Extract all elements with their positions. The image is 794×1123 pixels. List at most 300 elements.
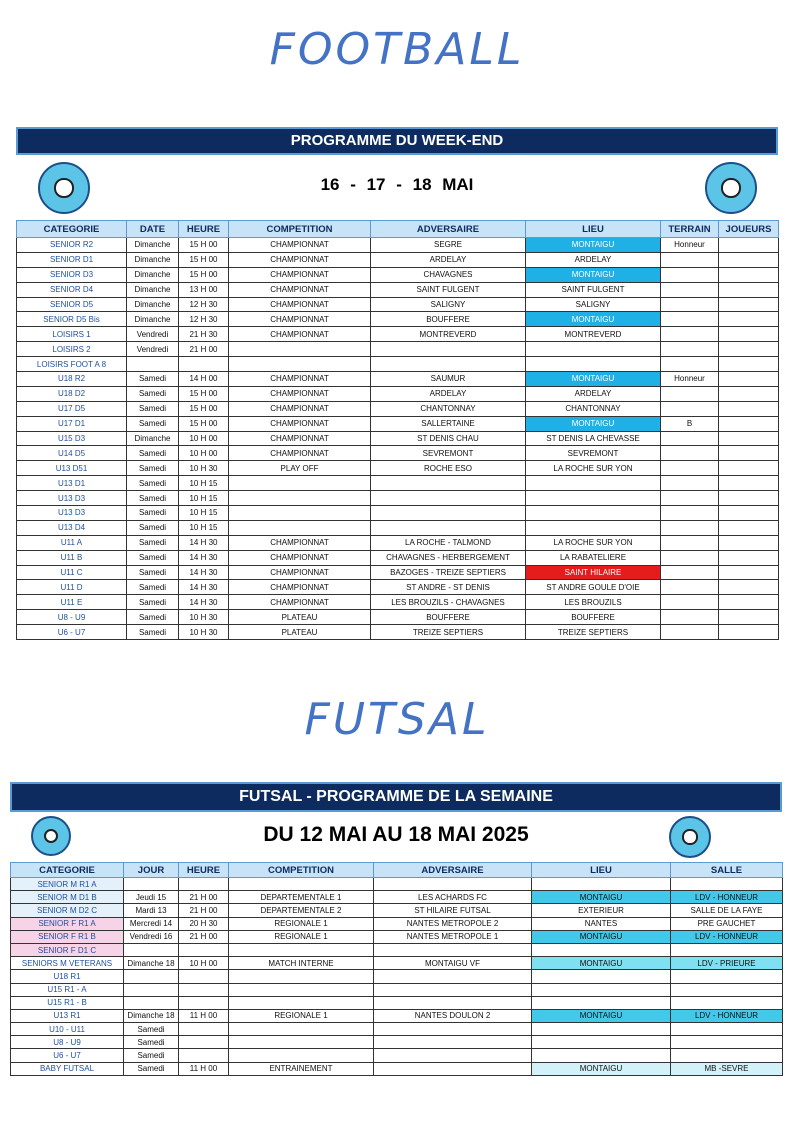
football-cell-adversaire: CHAVAGNES (371, 267, 526, 282)
football-cell-date (127, 357, 179, 372)
football-cell-adversaire: SALLERTAINE (371, 416, 526, 431)
football-cell-heure: 14 H 30 (179, 595, 229, 610)
football-cell-heure: 10 H 15 (179, 520, 229, 535)
football-cell-lieu: ARDELAY (526, 386, 661, 401)
football-cell-categorie: LOISIRS FOOT A 8 (17, 357, 127, 372)
table-row (11, 930, 783, 943)
futsal-cell-salle (671, 983, 783, 996)
futsal-cell-lieu: MONTAIGU (532, 891, 671, 904)
football-cell-lieu: SAINT FULGENT (526, 282, 661, 297)
football-cell-adversaire: ST DENIS CHAU (371, 431, 526, 446)
football-cell-categorie: SENIOR D5 Bis (17, 312, 127, 327)
futsal-cell-lieu (532, 970, 671, 983)
football-cell-heure: 10 H 15 (179, 506, 229, 521)
futsal-header-lieu: LIEU (532, 863, 671, 878)
futsal-cell-competition (229, 996, 374, 1009)
futsal-header-adversaire: ADVERSAIRE (374, 863, 532, 878)
table-row (17, 357, 779, 372)
futsal-cell-competition: MATCH INTERNE (229, 957, 374, 970)
futsal-cell-heure (179, 1036, 229, 1049)
football-cell-adversaire: ARDELAY (371, 252, 526, 267)
futsal-header-heure: HEURE (179, 863, 229, 878)
football-cell-competition: PLAY OFF (229, 461, 371, 476)
futsal-cell-jour (124, 983, 179, 996)
football-cell-adversaire: BOUFFERE (371, 610, 526, 625)
table-row (17, 342, 779, 357)
table-row (17, 416, 779, 431)
football-cell-lieu: MONTAIGU (526, 312, 661, 327)
football-cell-heure: 10 H 15 (179, 476, 229, 491)
futsal-cell-competition (229, 983, 374, 996)
table-row (11, 891, 783, 904)
football-cell-heure: 15 H 00 (179, 252, 229, 267)
futsal-cell-lieu: MONTAIGU (532, 1062, 671, 1075)
football-cell-lieu: ST DENIS LA CHEVASSE (526, 431, 661, 446)
football-cell-date: Samedi (127, 506, 179, 521)
futsal-cell-adversaire: MONTAIGU VF (374, 957, 532, 970)
football-cell-categorie: U6 - U7 (17, 625, 127, 640)
football-cell-date: Samedi (127, 416, 179, 431)
football-cell-adversaire (371, 342, 526, 357)
table-row (17, 476, 779, 491)
futsal-cell-competition: REGIONALE 1 (229, 917, 374, 930)
football-cell-terrain: B (661, 416, 719, 431)
table-row (11, 1036, 783, 1049)
futsal-cell-lieu (532, 878, 671, 891)
futsal-cell-heure (179, 1023, 229, 1036)
football-cell-categorie: U11 A (17, 535, 127, 550)
football-cell-competition (229, 476, 371, 491)
futsal-cell-heure: 11 H 00 (179, 1009, 229, 1022)
football-cell-categorie: SENIOR D5 (17, 297, 127, 312)
futsal-cell-lieu (532, 1049, 671, 1062)
football-cell-date: Vendredi (127, 327, 179, 342)
futsal-cell-heure (179, 943, 229, 956)
football-cell-terrain (661, 610, 719, 625)
football-cell-heure: 15 H 00 (179, 238, 229, 253)
football-cell-competition: PLATEAU (229, 610, 371, 625)
football-cell-terrain (661, 476, 719, 491)
football-cell-joueurs (719, 386, 779, 401)
futsal-cell-jour: Mardi 13 (124, 904, 179, 917)
football-cell-categorie: U13 D1 (17, 476, 127, 491)
football-cell-joueurs (719, 610, 779, 625)
football-cell-joueurs (719, 625, 779, 640)
futsal-cell-salle (671, 1023, 783, 1036)
football-cell-joueurs (719, 476, 779, 491)
futsal-cell-jour: Dimanche 18 (124, 957, 179, 970)
football-cell-joueurs (719, 416, 779, 431)
futsal-cell-lieu (532, 1023, 671, 1036)
football-cell-heure: 14 H 30 (179, 550, 229, 565)
football-cell-joueurs (719, 357, 779, 372)
futsal-cell-heure (179, 996, 229, 1009)
table-row (11, 1062, 783, 1075)
futsal-cell-heure: 10 H 00 (179, 957, 229, 970)
football-cell-adversaire: ARDELAY (371, 386, 526, 401)
futsal-cell-salle: LDV - HONNEUR (671, 891, 783, 904)
futsal-cell-competition (229, 943, 374, 956)
futsal-header-salle: SALLE (671, 863, 783, 878)
football-header-terrain: TERRAIN (661, 221, 719, 238)
football-cell-joueurs (719, 491, 779, 506)
table-row (11, 917, 783, 930)
football-cell-date: Samedi (127, 610, 179, 625)
futsal-cell-jour: Samedi (124, 1062, 179, 1075)
football-cell-heure: 21 H 30 (179, 327, 229, 342)
futsal-cell-categorie: BABY FUTSAL (11, 1062, 124, 1075)
futsal-cell-heure (179, 1049, 229, 1062)
football-cell-lieu: LA RABATELIERE (526, 550, 661, 565)
table-row (17, 580, 779, 595)
football-cell-date: Samedi (127, 580, 179, 595)
football-cell-competition: PLATEAU (229, 625, 371, 640)
football-cell-terrain (661, 520, 719, 535)
club-logo-icon (705, 162, 757, 214)
football-cell-lieu (526, 476, 661, 491)
futsal-dates: DU 12 MAI AU 18 MAI 2025 (263, 823, 529, 846)
futsal-cell-competition (229, 1023, 374, 1036)
football-cell-terrain (661, 342, 719, 357)
football-cell-categorie: U11 D (17, 580, 127, 595)
futsal-cell-categorie: U10 - U11 (11, 1023, 124, 1036)
football-cell-date: Dimanche (127, 267, 179, 282)
futsal-cell-adversaire: LES ACHARDS FC (374, 891, 532, 904)
football-cell-categorie: LOISIRS 2 (17, 342, 127, 357)
football-cell-adversaire: TREIZE SEPTIERS (371, 625, 526, 640)
football-cell-joueurs (719, 267, 779, 282)
football-cell-heure: 14 H 00 (179, 372, 229, 387)
futsal-cell-salle (671, 1049, 783, 1062)
football-cell-joueurs (719, 431, 779, 446)
football-cell-categorie: U8 - U9 (17, 610, 127, 625)
table-row (17, 297, 779, 312)
futsal-cell-heure: 11 H 00 (179, 1062, 229, 1075)
football-header-competition: COMPETITION (229, 221, 371, 238)
futsal-cell-jour: Dimanche 18 (124, 1009, 179, 1022)
football-cell-heure (179, 357, 229, 372)
football-cell-competition: CHAMPIONNAT (229, 595, 371, 610)
futsal-cell-adversaire (374, 1036, 532, 1049)
football-cell-adversaire: SALIGNY (371, 297, 526, 312)
football-cell-heure: 21 H 00 (179, 342, 229, 357)
football-cell-adversaire: BAZOGES - TREIZE SEPTIERS (371, 565, 526, 580)
football-cell-adversaire (371, 357, 526, 372)
table-row (17, 401, 779, 416)
football-cell-joueurs (719, 342, 779, 357)
football-title: FOOTBALL (269, 24, 525, 75)
table-row (17, 535, 779, 550)
football-cell-heure: 12 H 30 (179, 297, 229, 312)
futsal-header-jour: JOUR (124, 863, 179, 878)
futsal-cell-salle: LDV - PRIEURE (671, 957, 783, 970)
football-cell-competition: CHAMPIONNAT (229, 386, 371, 401)
futsal-cell-adversaire: NANTES DOULON 2 (374, 1009, 532, 1022)
futsal-cell-categorie: SENIOR M D1 B (11, 891, 124, 904)
table-row (17, 386, 779, 401)
football-cell-date: Samedi (127, 535, 179, 550)
football-cell-terrain (661, 252, 719, 267)
futsal-cell-jour (124, 878, 179, 891)
table-row (17, 506, 779, 521)
table-row (11, 1023, 783, 1036)
football-cell-adversaire: BOUFFERE (371, 312, 526, 327)
football-cell-competition: CHAMPIONNAT (229, 565, 371, 580)
football-cell-joueurs (719, 327, 779, 342)
football-cell-lieu: LA ROCHE SUR YON (526, 535, 661, 550)
football-cell-terrain (661, 580, 719, 595)
football-cell-joueurs (719, 565, 779, 580)
futsal-cell-salle: LDV - HONNEUR (671, 1009, 783, 1022)
futsal-cell-adversaire (374, 943, 532, 956)
futsal-cell-heure: 21 H 00 (179, 891, 229, 904)
futsal-cell-jour: Samedi (124, 1049, 179, 1062)
football-cell-date: Dimanche (127, 282, 179, 297)
football-cell-joueurs (719, 238, 779, 253)
football-cell-heure: 10 H 30 (179, 610, 229, 625)
futsal-cell-adversaire (374, 1062, 532, 1075)
football-cell-categorie: SENIOR D1 (17, 252, 127, 267)
futsal-cell-competition: DEPARTEMENTALE 1 (229, 891, 374, 904)
table-row (11, 970, 783, 983)
football-cell-terrain (661, 312, 719, 327)
futsal-cell-lieu: MONTAIGU (532, 930, 671, 943)
futsal-header-categorie: CATEGORIE (11, 863, 124, 878)
football-cell-categorie: SENIOR D3 (17, 267, 127, 282)
football-banner: PROGRAMME DU WEEK-END (16, 127, 778, 155)
table-row (17, 327, 779, 342)
table-row (17, 595, 779, 610)
football-cell-competition (229, 506, 371, 521)
football-schedule-table (16, 220, 779, 640)
football-cell-lieu (526, 520, 661, 535)
football-cell-heure: 10 H 00 (179, 446, 229, 461)
football-cell-date: Samedi (127, 550, 179, 565)
futsal-cell-categorie: U13 R1 (11, 1009, 124, 1022)
football-cell-terrain: Honneur (661, 238, 719, 253)
futsal-cell-heure: 21 H 00 (179, 930, 229, 943)
futsal-cell-jour: Jeudi 15 (124, 891, 179, 904)
table-row (17, 238, 779, 253)
futsal-cell-salle (671, 878, 783, 891)
futsal-cell-competition (229, 1049, 374, 1062)
football-cell-adversaire: MONTREVERD (371, 327, 526, 342)
futsal-cell-competition (229, 878, 374, 891)
table-row (11, 904, 783, 917)
table-row (17, 565, 779, 580)
football-header-categorie: CATEGORIE (17, 221, 127, 238)
futsal-cell-categorie: SENIOR M D2 C (11, 904, 124, 917)
football-cell-date: Samedi (127, 461, 179, 476)
football-cell-adversaire: LES BROUZILS - CHAVAGNES (371, 595, 526, 610)
table-row (17, 520, 779, 535)
football-cell-competition: CHAMPIONNAT (229, 416, 371, 431)
table-row (17, 282, 779, 297)
futsal-cell-jour: Mercredi 14 (124, 917, 179, 930)
football-cell-competition: CHAMPIONNAT (229, 550, 371, 565)
table-row (17, 625, 779, 640)
football-cell-joueurs (719, 297, 779, 312)
table-row (17, 610, 779, 625)
futsal-cell-lieu (532, 943, 671, 956)
football-cell-competition (229, 342, 371, 357)
football-cell-date: Samedi (127, 625, 179, 640)
football-cell-date: Samedi (127, 386, 179, 401)
football-cell-lieu: CHANTONNAY (526, 401, 661, 416)
football-cell-categorie: SENIOR R2 (17, 238, 127, 253)
football-cell-adversaire (371, 506, 526, 521)
football-cell-lieu: LA ROCHE SUR YON (526, 461, 661, 476)
football-cell-competition: CHAMPIONNAT (229, 372, 371, 387)
football-dates: 16 - 17 - 18 MAI (320, 175, 474, 194)
football-cell-competition: CHAMPIONNAT (229, 312, 371, 327)
futsal-cell-lieu: MONTAIGU (532, 1009, 671, 1022)
futsal-cell-lieu: EXTERIEUR (532, 904, 671, 917)
football-cell-joueurs (719, 401, 779, 416)
football-cell-competition: CHAMPIONNAT (229, 238, 371, 253)
table-row (11, 1049, 783, 1062)
football-cell-competition: CHAMPIONNAT (229, 446, 371, 461)
futsal-cell-categorie: U18 R1 (11, 970, 124, 983)
football-cell-adversaire: LA ROCHE - TALMOND (371, 535, 526, 550)
football-cell-joueurs (719, 535, 779, 550)
football-cell-categorie: U15 D3 (17, 431, 127, 446)
football-cell-terrain (661, 461, 719, 476)
futsal-title: FUTSAL (304, 694, 490, 745)
football-cell-categorie: U18 D2 (17, 386, 127, 401)
football-cell-joueurs (719, 252, 779, 267)
football-cell-categorie: LOISIRS 1 (17, 327, 127, 342)
football-cell-lieu: MONTAIGU (526, 416, 661, 431)
futsal-cell-lieu: MONTAIGU (532, 957, 671, 970)
football-cell-adversaire: SAINT FULGENT (371, 282, 526, 297)
football-cell-terrain (661, 595, 719, 610)
futsal-cell-salle: LDV - HONNEUR (671, 930, 783, 943)
football-cell-terrain (661, 625, 719, 640)
football-cell-adversaire (371, 491, 526, 506)
futsal-cell-categorie: U8 - U9 (11, 1036, 124, 1049)
football-cell-categorie: U13 D51 (17, 461, 127, 476)
football-cell-terrain (661, 550, 719, 565)
football-cell-categorie: U14 D5 (17, 446, 127, 461)
football-cell-date: Samedi (127, 446, 179, 461)
futsal-cell-categorie: U15 R1 - A (11, 983, 124, 996)
futsal-cell-jour (124, 996, 179, 1009)
football-cell-lieu (526, 506, 661, 521)
futsal-cell-jour (124, 943, 179, 956)
futsal-cell-salle (671, 996, 783, 1009)
futsal-cell-adversaire: NANTES METROPOLE 1 (374, 930, 532, 943)
football-cell-adversaire: SEGRE (371, 238, 526, 253)
football-cell-categorie: SENIOR D4 (17, 282, 127, 297)
football-cell-lieu (526, 357, 661, 372)
football-header-lieu: LIEU (526, 221, 661, 238)
football-cell-adversaire: CHAVAGNES - HERBERGEMENT (371, 550, 526, 565)
futsal-cell-categorie: SENIOR F R1 B (11, 930, 124, 943)
table-row (11, 996, 783, 1009)
futsal-cell-adversaire (374, 983, 532, 996)
futsal-cell-heure (179, 878, 229, 891)
table-row (17, 267, 779, 282)
football-cell-joueurs (719, 550, 779, 565)
table-row (17, 446, 779, 461)
football-cell-categorie: U17 D1 (17, 416, 127, 431)
futsal-cell-categorie: U6 - U7 (11, 1049, 124, 1062)
football-cell-categorie: U13 D3 (17, 491, 127, 506)
futsal-cell-competition: REGIONALE 1 (229, 1009, 374, 1022)
football-cell-competition: CHAMPIONNAT (229, 282, 371, 297)
football-cell-date: Samedi (127, 491, 179, 506)
football-cell-date: Samedi (127, 372, 179, 387)
futsal-cell-competition (229, 1036, 374, 1049)
football-cell-terrain (661, 506, 719, 521)
football-cell-lieu: SALIGNY (526, 297, 661, 312)
football-cell-competition: CHAMPIONNAT (229, 267, 371, 282)
football-cell-lieu (526, 491, 661, 506)
football-cell-categorie: U11 E (17, 595, 127, 610)
football-cell-date: Samedi (127, 565, 179, 580)
football-cell-terrain (661, 431, 719, 446)
football-cell-joueurs (719, 595, 779, 610)
futsal-cell-competition: REGIONALE 1 (229, 930, 374, 943)
futsal-cell-lieu (532, 1036, 671, 1049)
football-cell-categorie: U13 D3 (17, 506, 127, 521)
table-row (11, 957, 783, 970)
football-cell-competition: CHAMPIONNAT (229, 580, 371, 595)
football-cell-joueurs (719, 506, 779, 521)
football-cell-terrain: Honneur (661, 372, 719, 387)
football-cell-terrain (661, 491, 719, 506)
football-cell-date: Samedi (127, 401, 179, 416)
football-cell-lieu: TREIZE SEPTIERS (526, 625, 661, 640)
futsal-cell-jour: Samedi (124, 1023, 179, 1036)
table-row (11, 878, 783, 891)
football-cell-adversaire (371, 520, 526, 535)
table-row (17, 431, 779, 446)
futsal-cell-salle: MB -SEVRE (671, 1062, 783, 1075)
football-cell-competition: CHAMPIONNAT (229, 297, 371, 312)
football-header-adversaire: ADVERSAIRE (371, 221, 526, 238)
football-cell-lieu: SEVREMONT (526, 446, 661, 461)
football-cell-categorie: U18 R2 (17, 372, 127, 387)
football-cell-terrain (661, 327, 719, 342)
football-cell-competition (229, 491, 371, 506)
football-cell-competition: CHAMPIONNAT (229, 252, 371, 267)
football-cell-competition: CHAMPIONNAT (229, 431, 371, 446)
football-cell-competition: CHAMPIONNAT (229, 401, 371, 416)
futsal-cell-heure: 20 H 30 (179, 917, 229, 930)
futsal-cell-categorie: SENIOR M R1 A (11, 878, 124, 891)
football-cell-heure: 10 H 15 (179, 491, 229, 506)
futsal-cell-lieu (532, 996, 671, 1009)
football-cell-heure: 15 H 00 (179, 386, 229, 401)
football-cell-heure: 15 H 00 (179, 416, 229, 431)
futsal-cell-competition: ENTRAINEMENT (229, 1062, 374, 1075)
futsal-cell-competition: DEPARTEMENTALE 2 (229, 904, 374, 917)
football-cell-lieu: MONTAIGU (526, 372, 661, 387)
futsal-cell-salle: SALLE DE LA FAYE (671, 904, 783, 917)
football-cell-heure: 13 H 00 (179, 282, 229, 297)
futsal-banner: FUTSAL - PROGRAMME DE LA SEMAINE (10, 782, 782, 812)
football-cell-heure: 14 H 30 (179, 580, 229, 595)
football-cell-lieu: ST ANDRE GOULE D'OIE (526, 580, 661, 595)
football-cell-joueurs (719, 372, 779, 387)
futsal-cell-heure: 21 H 00 (179, 904, 229, 917)
futsal-cell-adversaire (374, 1023, 532, 1036)
futsal-cell-salle: PRE GAUCHET (671, 917, 783, 930)
football-cell-lieu: BOUFFERE (526, 610, 661, 625)
football-cell-terrain (661, 535, 719, 550)
